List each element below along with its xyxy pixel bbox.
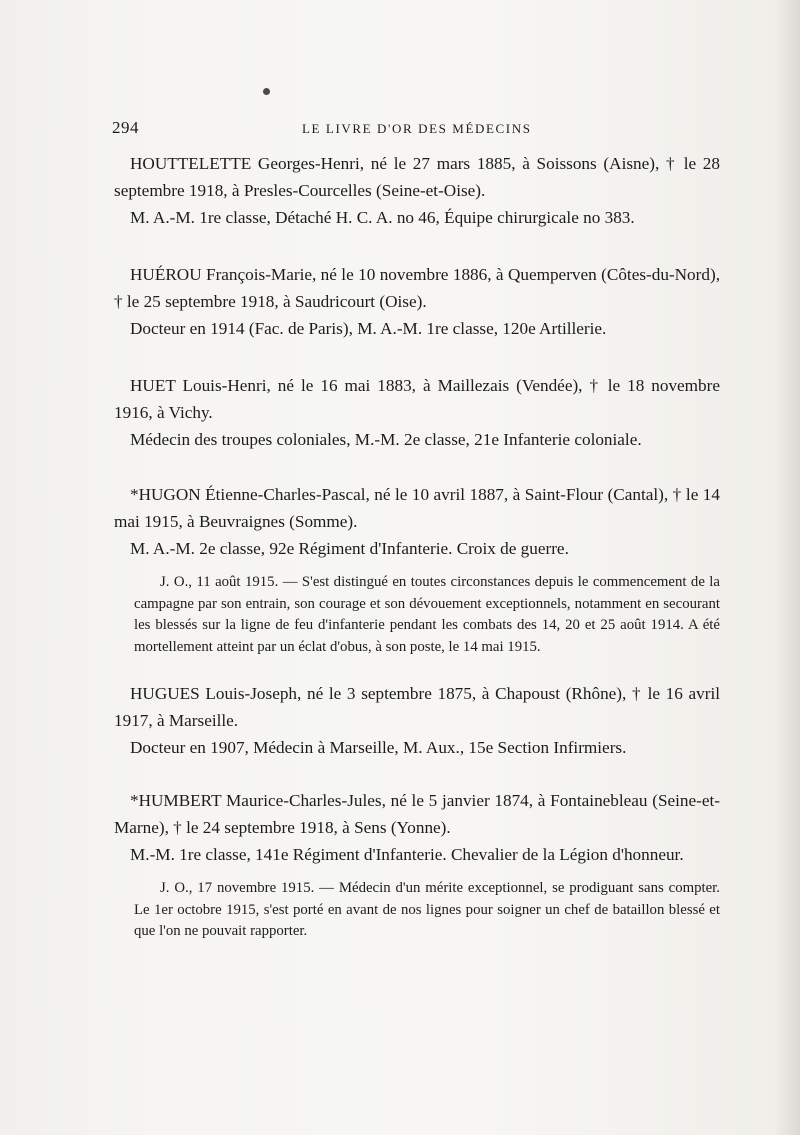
page-content [114, 150, 720, 969]
entry-detail: M. A.-M. 1re classe, Détaché H. C. A. no 46, Équipe chirurgicale no 383. [130, 208, 635, 227]
entry-citation: J. O., 11 août 1915. — S'est distingué en toutes circonstances depuis le commencement de la campagne par son entrain, son courage et son dévouement exceptionnels, notamment en secourant les blessés sur la ligne de feu d'infanterie pendant les combats des 14, 20 et 25 août 1914. A été mortellement atteint par un éclat d'obus, à son poste, le 14 mai 1915. [134, 574, 720, 655]
page-edge-shadow [774, 0, 800, 1135]
entry-detail: Médecin des troupes coloniales, M.-M. 2e classe, 21e Infanterie coloniale. [130, 430, 642, 449]
running-title: LE LIVRE D'OR DES MÉDECINS [302, 121, 532, 136]
entry-citation: J. O., 17 novembre 1915. — Médecin d'un mérite exceptionnel, se prodiguant sans compter. Le 1er octobre 1915, s'est porté en avant de nos lignes pour soigner un chef de bataillon blessé et que l'on ne pouvait rapporter. [134, 880, 720, 939]
entry-detail: Docteur en 1907, Médecin à Marseille, M. Aux., 15e Section Infirmiers. [130, 738, 627, 757]
entry-huerou [114, 261, 720, 342]
entry-hugues [114, 680, 720, 761]
entry-detail: Docteur en 1914 (Fac. de Paris), M. A.-M. 1re classe, 120e Artillerie. [130, 319, 607, 338]
entry-name-block: HUGUES Louis-Joseph, né le 3 septembre 1875, à Chapoust (Rhône), † le 16 avril 1917, à Marseille. [114, 684, 720, 730]
entry-name-block: *HUMBERT Maurice-Charles-Jules, né le 5 janvier 1874, à Fontainebleau (Seine-et-Marne), † le 24 septembre 1918, à Sens (Yonne). [114, 791, 720, 837]
entry-detail: M.-M. 1re classe, 141e Régiment d'Infanterie. Chevalier de la Légion d'honneur. [130, 845, 684, 864]
running-head [112, 118, 702, 142]
entry-huet [114, 372, 720, 453]
ink-dot-mark [263, 88, 270, 95]
entry-humbert [114, 787, 720, 943]
entry-houttelette [114, 150, 720, 231]
entry-name-block: HUÉROU François-Marie, né le 10 novembre 1886, à Quemperven (Côtes-du-Nord), † le 25 septembre 1918, à Saudricourt (Oise). [114, 265, 720, 311]
entry-hugon [114, 481, 720, 658]
page-number: 294 [112, 118, 139, 137]
entry-detail: M. A.-M. 2e classe, 92e Régiment d'Infanterie. Croix de guerre. [130, 539, 569, 558]
entry-name-block: *HUGON Étienne-Charles-Pascal, né le 10 avril 1887, à Saint-Flour (Cantal), † le 14 mai 1915, à Beuvraignes (Somme). [114, 485, 720, 531]
entry-name-block: HUET Louis-Henri, né le 16 mai 1883, à Maillezais (Vendée), † le 18 novembre 1916, à Vichy. [114, 376, 720, 422]
entry-name-block: HOUTTELETTE Georges-Henri, né le 27 mars 1885, à Soissons (Aisne), † le 28 septembre 1918, à Presles-Courcelles (Seine-et-Oise). [114, 154, 720, 200]
